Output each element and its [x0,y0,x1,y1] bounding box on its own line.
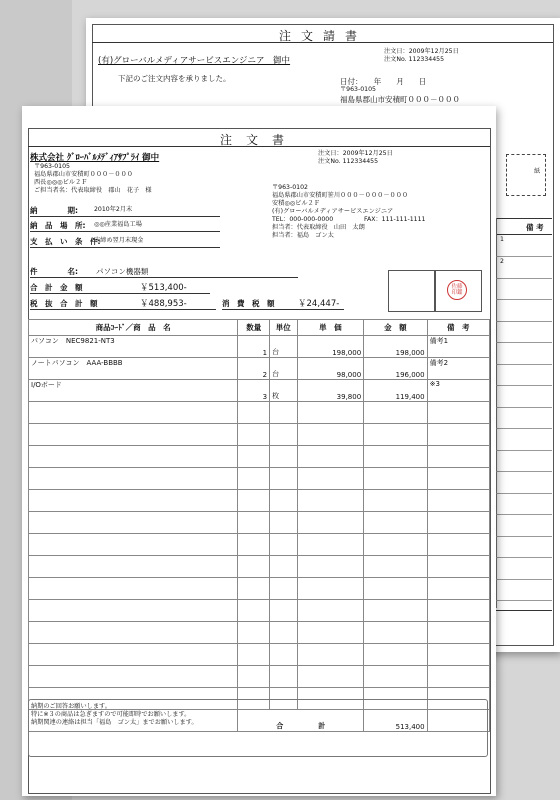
unit-price: 98,000 [297,358,364,380]
back-header-bottom [496,234,552,235]
row-note [427,578,489,600]
table-row-empty [29,578,490,600]
product-name: パソコン NEC9821-NT3 [29,336,238,358]
unit-price [297,468,364,490]
approval-box-1 [388,270,436,312]
tax-value: ￥24,447- [298,299,340,309]
product-name [29,622,238,644]
term-value-payment: 末締め翌月末現金 [94,237,144,244]
amount [364,424,427,446]
back-row-line [496,278,552,279]
back-greeting: 下記のご注文内容を承りました。 [118,74,231,83]
term-label-payment: 支 払 い 条 件: [30,237,101,246]
row-note [427,622,489,644]
pretax-line [30,309,216,310]
back-title: 注文請書 [278,29,367,43]
amount [364,578,427,600]
total-label: 合 計 金 額 [30,283,83,292]
total-row-label: 合 計 [238,710,364,732]
term-value-delivery-date: 2010年2月末 [94,206,133,213]
buyer-company: 株式会社 ｸﾞﾛｰﾊﾞﾙﾒﾃﾞｨｱｻﾌﾟﾗｲ 御中 [30,153,160,163]
sender-company: (有)グローバルメディアサービスエンジニア [272,208,394,215]
table-row-empty [29,534,490,556]
remark-line-2: 特に※３の商品は急ぎますので可能即時でお願いします。 [31,711,191,718]
buyer-building: 西長◎◎◎ビル２Ｆ [34,179,88,186]
unit-price [297,644,364,666]
quantity [238,578,270,600]
row-note [427,600,489,622]
back-row-line [496,385,552,386]
back-header-top [496,218,552,219]
back-row-line [496,342,552,343]
quantity [238,556,270,578]
unit-price [297,600,364,622]
amount [364,534,427,556]
back-date-label: 日付： 年 月 日 [340,77,427,86]
product-name [29,446,238,468]
total-row-amount: 513,400 [364,710,427,732]
quantity [238,644,270,666]
front-order-date: 注文日：2009年12月25日 [318,150,393,157]
amount: 198,000 [364,336,427,358]
back-row-line [496,579,552,580]
term-value-delivery-place: ◎◎産業福島工場 [94,221,142,228]
tax-label: 消 費 税 額 [222,299,275,308]
amount [364,644,427,666]
unit [270,578,297,600]
product-name [29,600,238,622]
back-label-paper: 紙 [534,168,541,175]
back-zip: 〒963-0105 [340,86,376,93]
amount [364,622,427,644]
col-header-amount: 金 額 [364,320,427,336]
quantity [238,402,270,424]
unit: 枚 [270,380,297,402]
unit-price [297,578,364,600]
back-row-line [496,364,552,365]
unit [270,534,297,556]
row-note [427,424,489,446]
col-header-price: 単 価 [297,320,364,336]
unit [270,468,297,490]
unit [270,490,297,512]
table-row-empty [29,512,490,534]
unit-price [297,446,364,468]
table-row [29,358,490,380]
col-header-unit: 単位 [270,320,297,336]
back-row-line [496,536,552,537]
front-title: 注文書 [219,133,298,147]
row-note: 備考2 [427,358,489,380]
sender-tel: TEL：000-000-0000 [272,216,334,223]
product-name: I/Oボード [29,380,238,402]
row-note: ※3 [427,380,489,402]
unit [270,622,297,644]
table-row-empty [29,556,490,578]
row-note [427,512,489,534]
amount [364,468,427,490]
table-row [29,336,490,358]
unit-price: 39,800 [297,380,364,402]
product-name [29,534,238,556]
quantity [238,534,270,556]
unit-price [297,402,364,424]
sender-rep: 担当者：代表取締役 山田 太朗 [272,224,365,231]
unit-price [297,424,364,446]
term-label-delivery-place: 納 品 場 所: [30,221,86,230]
amount [364,556,427,578]
table-row-empty [29,666,490,688]
row-note [427,402,489,424]
row-note [427,468,489,490]
col-header-product: 商品ｺｰﾄﾞ／商 品 名 [29,320,238,336]
quantity: 2 [238,358,270,380]
remark-line-1: 納期のご回答お願いします。 [31,703,111,710]
quantity [238,622,270,644]
back-col-line [496,218,497,608]
back-row-line [496,557,552,558]
back-row-line [496,321,552,322]
unit-price [297,534,364,556]
back-note-1: 1 [500,236,504,243]
term-line-1 [30,216,220,217]
amount [364,512,427,534]
table-row-empty [29,644,490,666]
back-row-line [496,450,552,451]
quantity [238,424,270,446]
remark-line-3: 納期関連の連絡は担当「福島 ゴン太」までお願いします。 [31,719,198,726]
back-row-line [496,600,552,601]
row-note [427,490,489,512]
table-row-empty [29,424,490,446]
unit: 台 [270,358,297,380]
seal-stamp: 佐藤 印鑑 [447,280,467,300]
back-bottom-line [496,610,552,611]
product-name [29,578,238,600]
front-order-no: 注文No. 112334455 [318,158,379,165]
back-row-line [496,256,552,257]
row-note: 備考1 [427,336,489,358]
quantity: 1 [238,336,270,358]
unit-price [297,490,364,512]
amount: 119,400 [364,380,427,402]
product-name [29,468,238,490]
row-note [427,446,489,468]
back-row-line [496,428,552,429]
table-row [29,380,490,402]
unit-price: 198,000 [297,336,364,358]
table-row-empty [29,446,490,468]
row-note [427,556,489,578]
unit [270,512,297,534]
total-value: ￥513,400- [140,283,187,293]
unit-price [297,666,364,688]
back-row-line [496,493,552,494]
unit [270,644,297,666]
total-line [30,293,210,294]
buyer-address: 福島県郡山市安積町０００－０００ [34,171,133,178]
col-header-qty: 数量 [238,320,270,336]
sender-staff: 担当者：福島 ゴン太 [272,232,334,239]
back-row-line [496,471,552,472]
product-name [29,666,238,688]
unit [270,402,297,424]
unit-price [297,512,364,534]
back-note-2: 2 [500,258,504,265]
front-document-purchase-order [22,106,496,796]
back-order-date: 注文日：2009年12月25日 [384,48,459,55]
term-label-delivery-date: 納 期: [30,206,78,215]
product-name [29,644,238,666]
table-row-empty [29,402,490,424]
unit [270,424,297,446]
product-name [29,402,238,424]
sender-building: 安積◎◎ビル２Ｆ [272,200,320,207]
back-row-line [496,514,552,515]
back-recipient: (有)グローバルメディアサービスエンジニア 御中 [98,56,291,66]
amount: 196,000 [364,358,427,380]
amount [364,600,427,622]
quantity [238,512,270,534]
tax-line [222,309,344,310]
back-header-notes: 備 考 [526,223,544,232]
unit [270,556,297,578]
sender-fax: FAX：111-111-1111 [364,216,426,223]
quantity [238,446,270,468]
pretax-label: 税 抜 合 計 額 [30,299,98,308]
items-table [28,319,490,732]
pretax-value: ￥488,953- [140,299,187,309]
back-order-no: 注文No. 112334455 [384,56,445,63]
row-note [427,534,489,556]
amount [364,490,427,512]
product-name [29,556,238,578]
product-name [29,424,238,446]
col-header-notes: 備 考 [427,320,489,336]
table-row-empty [29,468,490,490]
row-note [427,644,489,666]
quantity [238,490,270,512]
unit: 台 [270,336,297,358]
unit [270,666,297,688]
amount [364,666,427,688]
buyer-zip: 〒963-0105 [34,163,70,170]
unit [270,600,297,622]
quantity [238,468,270,490]
subject-line [30,277,298,278]
amount [364,446,427,468]
table-header-row [29,320,490,336]
quantity: 3 [238,380,270,402]
product-name [29,490,238,512]
row-note [427,666,489,688]
unit [270,446,297,468]
product-name [29,512,238,534]
quantity [238,666,270,688]
table-row-empty [29,600,490,622]
table-row-empty [29,490,490,512]
term-line-3 [30,247,220,248]
sender-zip: 〒963-0102 [272,184,308,191]
back-row-line [496,407,552,408]
sender-address: 福島県郡山市安積町笹川０００－０００－０００ [272,192,409,199]
unit-price [297,556,364,578]
term-line-2 [30,231,220,232]
remarks-box [28,699,488,757]
back-address: 福島県郡山市安積町０００－０００ [340,95,460,104]
unit-price [297,622,364,644]
quantity [238,600,270,622]
table-row-empty [29,622,490,644]
amount [364,402,427,424]
subject-value: パソコン機器類 [96,267,149,276]
product-name: ノートパソコン AAA-BBBB [29,358,238,380]
subject-label: 件 名: [30,267,78,276]
back-row-line [496,299,552,300]
buyer-contact: ご担当者名：代表取締役 郡山 花子 様 [34,187,152,194]
